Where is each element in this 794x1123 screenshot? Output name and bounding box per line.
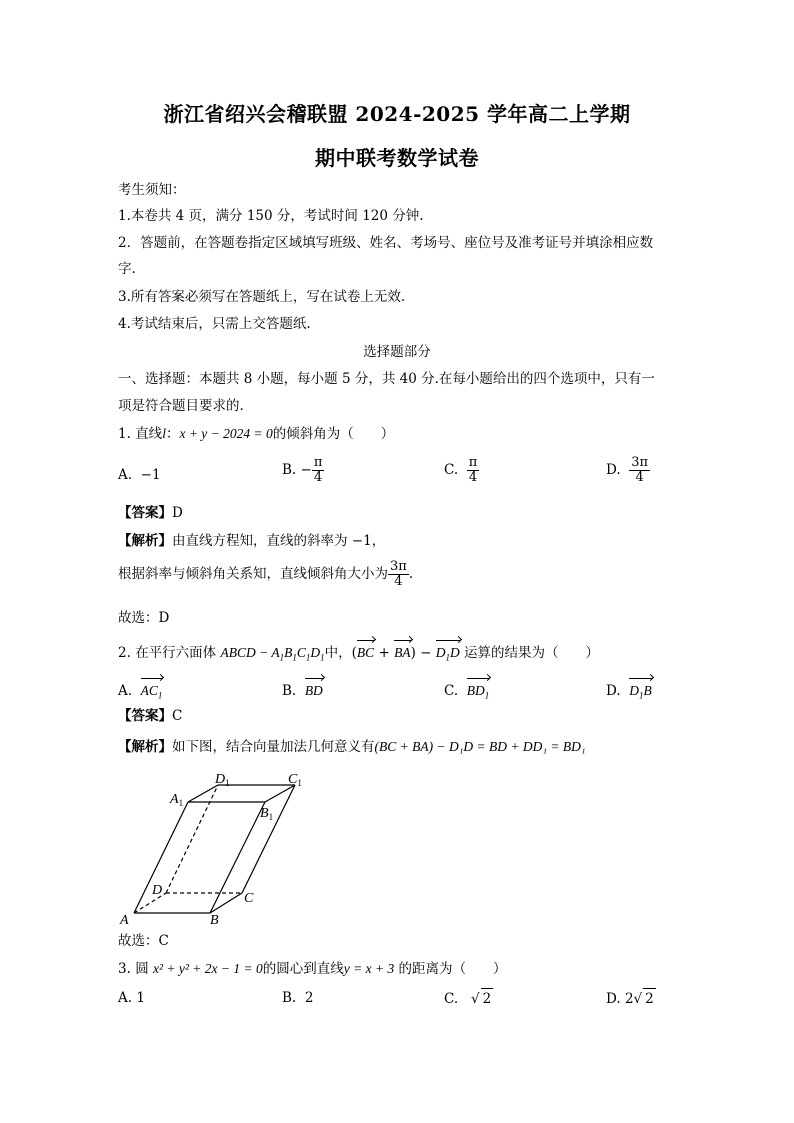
q2-solid: ABCD − $A_1B_1C_1D_1$ bbox=[220, 645, 325, 663]
q3-line-equation: y = x + 3 bbox=[343, 961, 395, 976]
question-2: 2. 在平行六面体 ABCD − $A_1B_1C_1D_1$中，$(BC + BA) - D_1D$ 运算的结果为（ ） bbox=[118, 638, 599, 668]
vector-d1d: $D_1D$ bbox=[436, 638, 460, 668]
q1-option-a: A. −1 bbox=[118, 467, 161, 483]
vertex-A: A bbox=[120, 913, 129, 928]
vertex-D: D bbox=[152, 883, 163, 898]
q1-choose: 故选：D bbox=[118, 610, 170, 626]
q1-option-d: D. $\frac{3\pi}{4}$ bbox=[606, 455, 649, 485]
q1-number: 1. bbox=[118, 426, 131, 442]
q2-answer: 【答案】C bbox=[118, 708, 183, 724]
q2-option-b: B. BD bbox=[282, 676, 323, 701]
q1-fraction-d: $\frac{3\pi}{4}$ bbox=[631, 455, 649, 485]
section-title: 选择题部分 bbox=[363, 344, 431, 360]
q3-circle-equation: x² + y² + 2x − 1 = 0 bbox=[152, 961, 263, 976]
vertex-B: B bbox=[210, 913, 219, 928]
q2-choose: 故选：C bbox=[118, 933, 169, 949]
q2-option-c: C. $BD_1$ bbox=[444, 676, 489, 706]
vertex-B1: $B_1$ bbox=[260, 806, 274, 822]
vertex-A1: $A_1$ bbox=[170, 792, 184, 808]
notice-item-3: 3.所有答案必须写在答题纸上，写在试卷上无效. bbox=[118, 289, 406, 305]
vector-ba: BA bbox=[394, 638, 411, 663]
q2-analysis-expression: (BC + BA) − D₁D = BD + DD₁ = BD₁ bbox=[374, 739, 586, 754]
q3-option-c: C. √ 2 bbox=[444, 988, 493, 1009]
question-1: 1. 直线l：x + y − 2024 = 0的倾斜角为（ ） bbox=[118, 426, 395, 442]
notice-item-1: 1.本卷共 4 页，满分 150 分，考试时间 120 分钟. bbox=[118, 208, 424, 224]
q1-text-a: 直线 bbox=[135, 426, 163, 442]
q1-answer: 【答案】D bbox=[118, 505, 183, 521]
page-title: 浙江省绍兴会稽联盟 2024-2025 学年高二上学期 bbox=[163, 102, 631, 126]
q3-option-a: A. 1 bbox=[118, 990, 145, 1006]
q1-fraction-b: $\frac{\pi}{4}$ bbox=[313, 455, 323, 485]
q1-analysis-1: 【解析】由直线方程知，直线的斜率为 −1， bbox=[118, 533, 386, 549]
q1-analysis-fraction: $\frac{3\pi}{4}$ bbox=[390, 559, 407, 589]
section-intro-1: 一、选择题：本题共 8 小题，每小题 5 分，共 40 分.在每小题给出的四个选项中，只有一 bbox=[118, 371, 655, 387]
q3-option-b: B. 2 bbox=[282, 990, 314, 1006]
notice-item-2-cont: 字. bbox=[118, 261, 136, 277]
parallelepiped-figure bbox=[118, 766, 318, 928]
q1-text-b: 的倾斜角为（ ） bbox=[272, 426, 395, 442]
question-3: 3. 圆 x² + y² + 2x − 1 = 0的圆心到直线y = x + 3 的距离为（ ） bbox=[118, 961, 507, 977]
q1-fraction-c: $\frac{\pi}{4}$ bbox=[468, 455, 478, 485]
q3-option-d: D. 2√ 2 bbox=[606, 988, 656, 1009]
q1-option-c: C. $\frac{\pi}{4}$ bbox=[444, 455, 478, 485]
vertex-D1: $D_1$ bbox=[215, 772, 230, 788]
vertex-C1: $C_1$ bbox=[288, 772, 302, 788]
section-intro-2: 项是符合题目要求的. bbox=[118, 398, 244, 414]
notice-item-4: 4.考试结束后，只需上交答题纸. bbox=[118, 316, 311, 332]
vertex-C: C bbox=[244, 891, 254, 906]
notice-heading: 考生须知： bbox=[118, 182, 186, 198]
q2-option-a: A. $AC_1$ bbox=[118, 676, 162, 706]
q2-analysis: 【解析】如下图，结合向量加法几何意义有(BC + BA) − D₁D = BD + DD₁ = BD₁ bbox=[118, 739, 586, 755]
page-subtitle: 期中联考数学试卷 bbox=[315, 146, 479, 170]
notice-item-2: 2．答题前，在答题卷指定区域填写班级、姓名、考场号、座位号及准考证号并填涂相应数 bbox=[118, 235, 654, 251]
q1-analysis-2: 根据斜率与倾斜角关系知，直线倾斜角大小为 $\frac{3\pi}{4}$ . bbox=[118, 559, 414, 589]
q1-var-l: l bbox=[162, 426, 166, 441]
q2-option-d: D. $D_1B$ bbox=[606, 676, 652, 706]
q1-equation: x + y − 2024 = 0 bbox=[179, 426, 273, 441]
q1-option-b: B. − $\frac{\pi}{4}$ bbox=[282, 455, 323, 485]
vector-bc: BC bbox=[357, 638, 374, 663]
